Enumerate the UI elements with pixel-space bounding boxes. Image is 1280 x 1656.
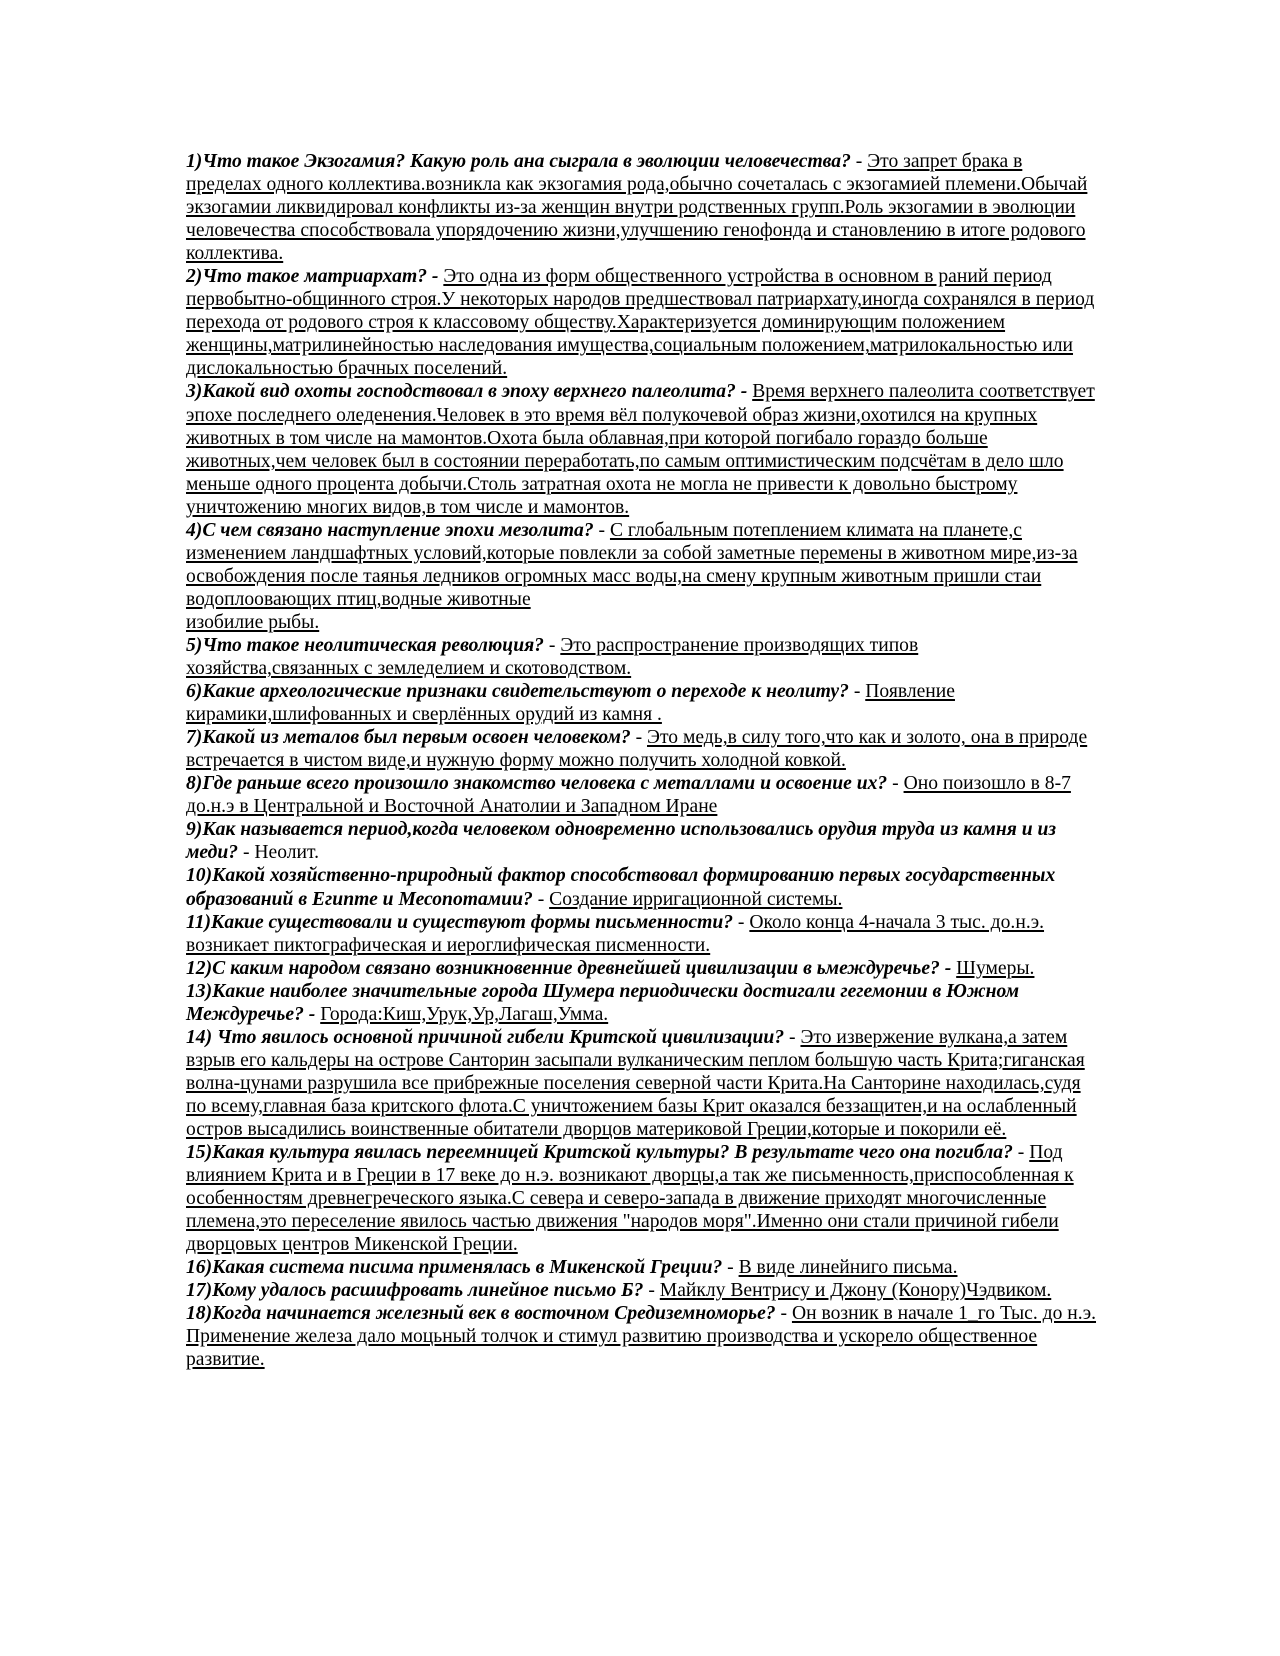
qa-item (186, 1026, 1096, 1141)
separator: - (784, 1026, 801, 1048)
separator: - (643, 1280, 660, 1302)
answer-text: Оно поизошло в 8-7 до.н.э в Центральной и Восточной Анатолии и Западном Иране (186, 773, 1071, 818)
question-text: 4)С чем связано наступление эпохи мезолита? (186, 519, 594, 541)
qa-item (186, 864, 1096, 910)
question-text: 13)Какие наиболее значительные города Шумера периодически достигали гегемонии в Южном Междуречье? - (186, 980, 1020, 1025)
qa-item (186, 150, 1096, 265)
answer-continuation: изобилие рыбы. (186, 611, 320, 633)
question-text: 2)Что такое матриархат? - (186, 266, 439, 288)
question-text: 12)С каким народом связано возникновенние древнейшей цивилизации в ьмеждуречье? - (186, 957, 952, 979)
document-page (186, 150, 1096, 1371)
qa-item (186, 1302, 1096, 1371)
answer-text: Это извержение вулкана,а затем взрыв его кальдеры на острове Санторин засыпали вулканическим пеплом большую часть Крита;гиганская волна-цунами разрушила все прибрежные поселения северной части Крита.На Санторине находилась,судя по всему,главная база критского флота.С уничтожением базы Крит оказался беззащитен,и на ослабленный остров высадились воинственные обитатели дворцов материковой Греции,которые и покорили её. (186, 1026, 1085, 1140)
qa-item (186, 957, 1096, 980)
qa-item (186, 818, 1096, 864)
question-text: 1)Что такое Экзогамия? Какую роль ана сыграла в эволюции человечества? (186, 151, 851, 172)
separator: - (887, 773, 904, 795)
answer-text: Появление кирамики,шлифованных и сверлённых орудий из камня . (186, 681, 955, 726)
question-text: 15)Какая культура явилась переемницей Критской культуры? В результате чего она погибла? (186, 1142, 1013, 1164)
separator: - (848, 681, 866, 703)
qa-item (186, 726, 1096, 772)
separator: - (630, 727, 648, 749)
qa-item (186, 1256, 1096, 1279)
answer-text: Это запрет брака в пределах одного коллектива.возникла как экзогамия рода,обычно сочеталась с экзогамией племени.Обычай экзогамии ликвидировал конфликты из-за женщин внутри родственных групп.Роль экзогамии в эволюции человечества способствовала упорядочению жизни,улучшению генофонда и становлению в итоге родового коллектива. (186, 151, 1088, 265)
answer-text: Города:Киш,Урук,Ур,Лагаш,Умма. (320, 1003, 609, 1025)
answer-text: В виде линейниго письма. (738, 1257, 958, 1279)
separator: - (733, 911, 750, 933)
answer-text: Время верхнего палеолита соответствует эпохе последнего оледенения.Человек в это время вёл полукочевой образ жизни,охотился на крупных животных в том числе на мамонтов.Охота была облавная,при которой погибало гораздо больше животных,чем человек был в состоянии переработать,по самым оптимистическим подсчётам в дело шло меньше одного процента добычи.Столь затратная охота не могла не привести к довольно быстрому уничтожению многих видов,в том числе и мамонтов. (186, 381, 1095, 518)
qa-item (186, 380, 1096, 518)
question-text: 9)Как называется период,когда человеком одновременно использовались орудия труда из камня и из меди? (186, 819, 1057, 864)
separator: - (775, 1303, 792, 1325)
question-text: 3)Какой вид охоты господствовал в эпоху верхнего палеолита? - (186, 381, 748, 403)
question-text: 11)Какие существовали и существуют формы письменности? (186, 911, 734, 933)
separator: - (532, 888, 550, 910)
separator: - (593, 519, 610, 541)
answer-text: С глобальным потеплением климата на планете,с изменением ландшафтных условий,которые повлекли за собой заметные перемены в животном мире,из-за освобождения после таянья ледников огромных масс воды,на смену крупным животным пришли стаи водоплоовающих птиц,водные животные (186, 519, 1078, 610)
qa-item (186, 911, 1096, 957)
qa-item (186, 265, 1096, 380)
answer-text: Майклу Вентрису и Джону (Конору)Чэдвиком. (659, 1280, 1052, 1302)
question-text: 5)Что такое неолитическая революция? (186, 634, 544, 656)
question-text: 18)Когда начинается железный век в восточном Средиземноморье? (186, 1303, 776, 1325)
qa-item (186, 1279, 1096, 1302)
qa-item (186, 1141, 1096, 1256)
answer-text: Создание ирригационной системы. (549, 888, 843, 910)
answer-text: Шумеры. (956, 957, 1035, 979)
separator: - (543, 634, 561, 656)
qa-item (186, 772, 1096, 818)
answer-text: Он возник в начале 1_го Тыс. до н.э. (791, 1303, 1097, 1325)
question-text: 7)Какой из металов был первым освоен человеком? (186, 727, 631, 749)
qa-item (186, 519, 1096, 634)
answer-text: Около конца 4-начала 3 тыс. до.н.э. возникает пиктографическая и иероглифическая писменности. (186, 911, 1045, 956)
question-text: 14) Что явилось основной причиной гибели Критской цивилизации? (186, 1026, 785, 1048)
answer-text: Под влиянием Крита и в Греции в 17 веке до н.э. возникают дворцы,а так же письменность,приспособленная к особенностям древнегреческого языка.С севера и северо-запада в движение приходят многочисленные племена,это переселение явилось частью движения "народов моря".Именно они стали причиной гибели дворцовых центров Микенской Греции. (186, 1142, 1074, 1256)
answer-text: Это одна из форм общественного устройства в основном в раний период первобытно-общинного строя.У некоторых народов предшествовал патриархату,иногда сохранялся в период перехода от родового строя к классовому обществу.Характеризуется доминирующим положением женщины,матрилинейностью наследования имущества,социальным положением,матрилокальностью или дислокальностью брачных поселений. (186, 266, 1095, 380)
separator: - (1012, 1142, 1030, 1164)
answer-text: Это медь,в силу того,что как и золото, она в природе встречается в чистом виде,и нужную форму можно получить холодной ковкой. (186, 727, 1088, 772)
answer-text: Неолит. (254, 842, 320, 864)
qa-item (186, 680, 1096, 726)
question-text: 16)Какая система писима применялась в Микенской Греции? (186, 1257, 723, 1279)
question-text: 6)Какие археологические признаки свидетельствуют о переходе к неолиту? (186, 681, 849, 703)
answer-continuation: Применение железа дало моцьный толчок и стимул развитию производства и ускорело общественное развитие. (186, 1326, 1038, 1371)
question-text: 10)Какой хозяйственно-природный фактор способствовал формированию первых государственных образований в Египте и Месопотамии? (186, 865, 1056, 910)
separator: - (722, 1257, 739, 1279)
separator: - (850, 151, 868, 172)
question-text: 17)Кому удалось расшифровать линейное письмо Б? (186, 1280, 644, 1302)
answer-text: Это распространение производящих типов хозяйства,связанных с земледелием и скотоводством. (186, 634, 919, 680)
separator: - (238, 842, 255, 864)
question-text: 8)Где раньше всего произошло знакомство человека с металлами и освоение их? (186, 773, 888, 795)
qa-item (186, 634, 1096, 680)
qa-item (186, 980, 1096, 1026)
